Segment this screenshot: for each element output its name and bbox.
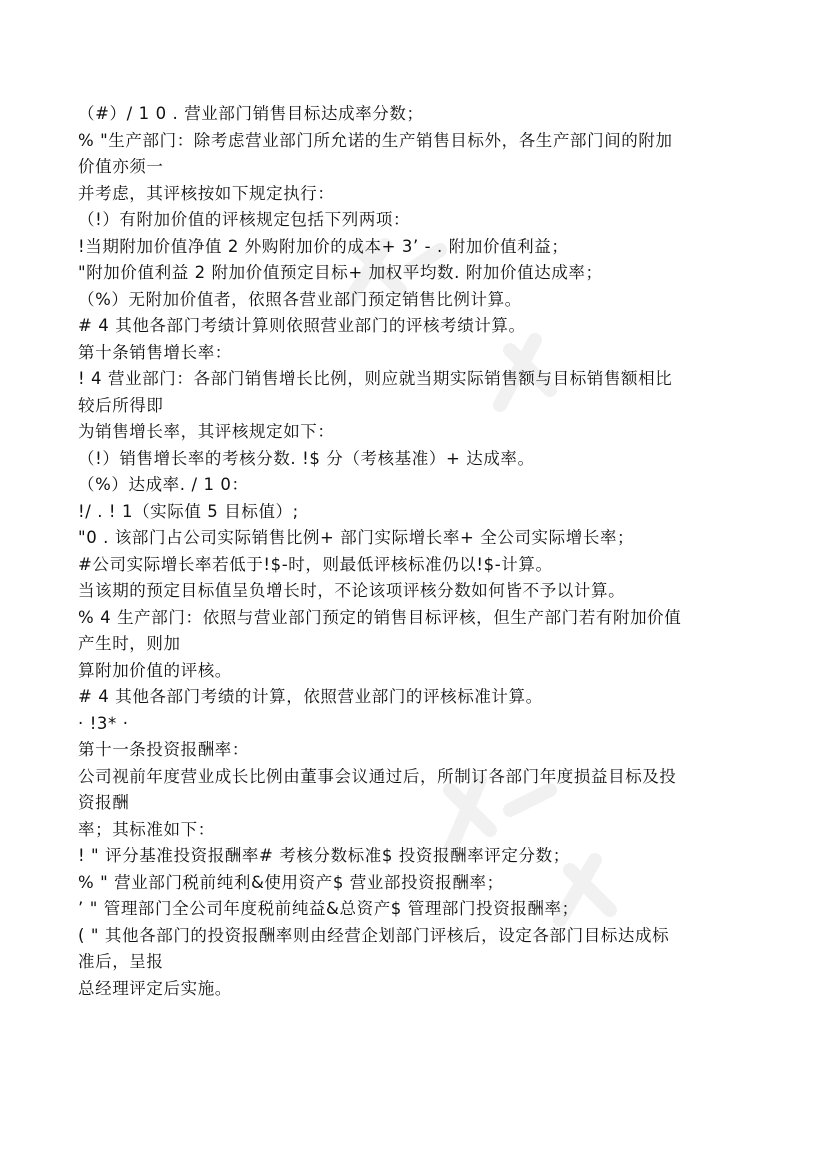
text-line: （!）销售增长率的考核分数. !$ 分（考核基准）+ 达成率。 <box>78 448 535 468</box>
text-line: 资报酬 <box>78 793 130 812</box>
text-line: 并考虑，其评核按如下规定执行： <box>78 183 335 203</box>
text-line: 价值亦须一 <box>78 157 164 176</box>
text-line: # 4 其他各部门考绩计算则依照营业部门的评核考绩计算。 <box>78 316 526 335</box>
text-line: ’ " 管理部门全公司年度税前纯益&总资产$ 管理部门投资报酬率； <box>78 899 579 918</box>
text-line: !/ . ! 1（实际值 5 目标值）; <box>78 501 299 521</box>
section-heading: 第十条销售增长率： <box>78 342 232 362</box>
text-line: 算附加价值的评核。 <box>78 660 232 680</box>
section-heading: 第十一条投资报酬率： <box>78 740 249 759</box>
text-line: % 4 生产部门：依照与营业部门预定的销售目标评核，但生产部门若有附加价值 <box>78 607 682 627</box>
text-line: % " 营业部门税前纯利&使用资产$ 营业部投资报酬率； <box>78 872 504 892</box>
text-line: % "生产部门：除考虑营业部门所允诺的生产销售目标外，各生产部门间的附加 <box>78 130 673 150</box>
text-line: 为销售增长率，其评核规定如下： <box>78 422 335 441</box>
page-number: · !3* · <box>78 713 129 733</box>
text-line: 公司视前年度营业成长比例由董事会议通过后，所制订各部门年度损益目标及投 <box>78 766 677 786</box>
text-line: ! " 评分基准投资报酬率# 考核分数标准$ 投资报酬率评定分数； <box>78 846 570 865</box>
document-body <box>78 101 768 1002</box>
text-line: 当该期的预定目标值呈负增长时，不论该项评核分数如何皆不予以计算。 <box>78 581 626 600</box>
text-line: 准后，呈报 <box>78 952 164 971</box>
text-line: ! 4 营业部门：各部门销售增长比例，则应就当期实际销售额与目标销售额相比 <box>78 369 673 388</box>
text-line: （!）有附加价值的评核规定包括下列两项： <box>78 210 411 229</box>
text-line: #公司实际增长率若低于!$-时，则最低评核标准仍以!$-计算。 <box>78 554 553 574</box>
text-line: 率；其标准如下： <box>78 819 215 839</box>
text-line: "0 . 该部门占公司实际销售比例+ 部门实际增长率+ 全公司实际增长率； <box>78 528 635 547</box>
text-line: 产生时，则加 <box>78 634 181 653</box>
text-line: # 4 其他各部门考绩的计算，依照营业部门的评核标准计算。 <box>78 687 543 706</box>
text-line: 总经理评定后实施。 <box>78 978 232 998</box>
text-line: 较后所得即 <box>78 395 164 415</box>
text-line: （#）/ 1 0 . 营业部门销售目标达成率分数； <box>78 104 424 123</box>
text-line: "附加价值利益 2 附加价值预定目标+ 加权平均数. 附加价值达成率； <box>78 263 603 282</box>
text-line: ( " 其他各部门的投资报酬率则由经营企划部门评核后，设定各部门目标达成标 <box>78 925 670 945</box>
text-line: （%）无附加价值者，依照各营业部门预定销售比例计算。 <box>78 289 522 309</box>
text-line: （%）达成率. / 1 0： <box>78 475 249 494</box>
text-line: !当期附加价值净值 2 外购附加价的成本+ 3’ - . 附加价值利益； <box>78 236 569 256</box>
